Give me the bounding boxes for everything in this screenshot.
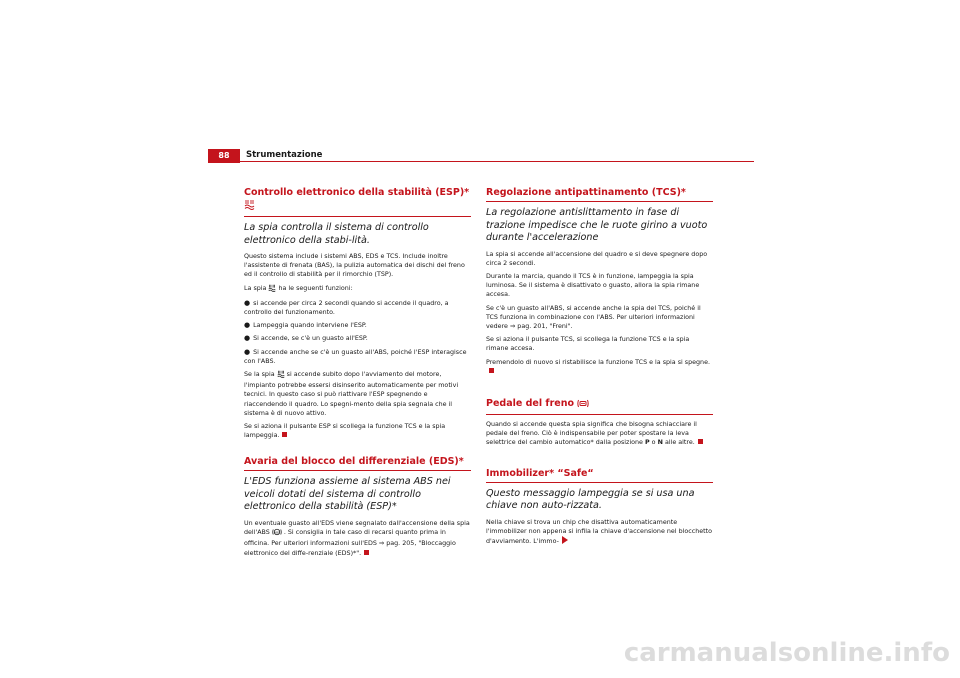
section-gap: [244, 444, 471, 456]
esp-button-paragraph: [244, 422, 471, 440]
section-gap: [486, 380, 713, 398]
esp-section: [244, 187, 471, 440]
immobilizer-text: Nella chiave si trova un chip che disattiva automaticamente l'immobilizer non appena si infila la chiave d'accensione nel blocchetto d'avviamento. L'immo-: [486, 518, 712, 545]
right-column: [486, 187, 713, 550]
bullet-icon: ●: [244, 298, 251, 307]
page-number: 88: [208, 149, 240, 163]
list-item-text: Lampeggia quando interviene l'ESP.: [253, 322, 367, 330]
brake-pedal-lamp-icon: [577, 399, 589, 412]
esp-warning-text-b: si accende subito dopo l'avviamento del motore, l'impianto potrebbe essersi disinserito automaticamente per motivi tecnici. In questo caso si può riattivare l'ESP spegnendo e riaccendendo il quadro. Lo spegni-mento della spia segnala che il sistema è di nuovo attivo.: [244, 371, 459, 417]
end-of-section-mark: [489, 368, 494, 373]
tcs-text: Premendolo di nuovo si ristabilisce la funzione TCS e la spia si spegne.: [486, 358, 710, 366]
bullet-icon: ●: [244, 334, 251, 343]
esp-functions-intro: [244, 284, 471, 295]
brake-text-b: alle altre.: [664, 439, 695, 447]
esp-button-text: Se si aziona il pulsante ESP si scollega la funzione TCS e la spia lampeggia.: [244, 423, 446, 440]
esp-function-list: [244, 299, 471, 366]
immobilizer-section: [486, 468, 713, 547]
immobilizer-paragraph: [486, 518, 713, 547]
section-gap: [486, 452, 713, 468]
esp-lamp-icon: [244, 199, 255, 214]
eds-text-a: Un eventuale guasto all'EDS viene segnalato dall'accensione della spia dell'ABS: [244, 519, 470, 537]
watermark: carmanualsonline.info: [623, 638, 950, 668]
gear-position-p: P: [644, 439, 650, 447]
section-rule: [486, 482, 713, 483]
brake-paragraph: [486, 420, 713, 448]
esp-functions-text-b: ha le seguenti funzioni:: [278, 284, 353, 292]
list-item: [244, 299, 471, 317]
eds-lead: L'EDS funziona assieme al sistema ABS nei veicoli dotati del sistema di controllo elettronico della stabilità (ESP)*: [244, 476, 451, 513]
section-rule: [244, 470, 471, 471]
gear-position-n: N: [657, 439, 663, 447]
tcs-paragraph: Se c'è un guasto all'ABS, si accende anche la spia del TCS, poiché il TCS funziona in combinazione con l'ABS. Per ulteriori informazioni vedere ⇒ pag. 201, "Freni".: [486, 304, 701, 330]
esp-section-title: [244, 187, 471, 214]
tcs-paragraph: [486, 358, 713, 376]
eds-section: [244, 456, 471, 557]
list-item: [244, 321, 471, 330]
brake-title-text: Pedale del freno: [486, 397, 574, 409]
esp-paragraph: Questo sistema include i sistemi ABS, EDS e TCS. Include inoltre l'assistente di frenata (BAS), la pulizia automatica dei dischi del freno ed il controllo di stabilità per il rimorchio (TSP).: [244, 253, 465, 279]
tcs-paragraph: La spia si accende all'accensione del quadro e si deve spegnere dopo circa 2 secondi.: [486, 250, 708, 267]
esp-warning-paragraph: [244, 370, 471, 418]
tcs-section: [486, 187, 713, 376]
brake-text-mid: o: [651, 439, 656, 447]
svg-text:ABS: ABS: [273, 530, 280, 535]
running-title: Strumentazione: [246, 150, 323, 160]
list-item-text: si accende per circa 2 secondi quando si accende il quadro, a controllo del funzionamento.: [244, 299, 449, 317]
section-rule: [486, 201, 713, 202]
list-item: [244, 348, 471, 366]
esp-lamp-icon: [277, 370, 285, 381]
abs-lamp-icon: [272, 528, 282, 539]
eds-paragraph: [244, 519, 471, 558]
end-of-section-mark: [698, 439, 703, 444]
bullet-icon: ●: [244, 347, 251, 356]
esp-title-text: Controllo elettronico della stabilità (ESP)*: [244, 187, 470, 198]
brake-section-title: [486, 398, 713, 412]
section-rule: [486, 414, 713, 415]
bullet-icon: ●: [244, 321, 251, 330]
section-rule: [244, 216, 471, 217]
end-of-section-mark: [282, 432, 287, 437]
tcs-section-title: Regolazione antipattinamento (TCS)*: [486, 187, 686, 198]
tcs-paragraph: Se si aziona il pulsante TCS, si scollega la funzione TCS e la spia rimane accesa.: [486, 336, 690, 353]
eds-text-b: . Si consiglia in tale caso di recarsi quanto prima in officina. Per ulteriori informazioni sull'EDS ⇒ pag. 205, "Bloccaggio elettronico del diffe-renziale (EDS)*".: [244, 529, 456, 557]
brake-section: [486, 398, 713, 448]
tcs-lead: La regolazione antislittamento in fase di trazione impedisce che le ruote girino a vuoto durante l'accelerazione: [486, 207, 708, 243]
list-item-text: Si accende, se c'è un guasto all'ESP.: [253, 335, 368, 343]
esp-lamp-icon: [268, 284, 276, 295]
esp-warning-text-a: Se la spia: [244, 371, 275, 379]
brake-text-a: Quando si accende questa spia significa che bisogna schiacciare il pedale del freno. Ciò è indispensabile per poter spostare la leva selettrice del cambio automatico* dalla posizione: [486, 420, 697, 447]
page-header: [208, 149, 754, 163]
continued-arrow-icon: [562, 536, 568, 544]
immobilizer-section-title: Immobilizer* “Safe“: [486, 467, 594, 479]
eds-section-title: Avaria del blocco del differenziale (EDS)*: [244, 456, 464, 468]
header-rule: [208, 161, 754, 162]
end-of-section-mark: [364, 550, 369, 555]
esp-functions-text-a: La spia: [244, 284, 267, 292]
list-item-text: Si accende anche se c'è un guasto all'ABS, poiché l'ESP interagisce con l'ABS.: [244, 348, 467, 365]
left-column: [244, 187, 471, 562]
immobilizer-lead: Questo messaggio lampeggia se si usa una chiave non auto-rizzata.: [486, 487, 695, 512]
tcs-paragraph: Durante la marcia, quando il TCS è in funzione, lampeggia la spia luminosa. Se il sistema è disattivato o guasto, allora la spia rimane accesa.: [486, 272, 700, 299]
esp-lead: La spia controlla il sistema di controllo elettronico della stabi-lità.: [244, 222, 429, 246]
list-item: [244, 334, 471, 343]
